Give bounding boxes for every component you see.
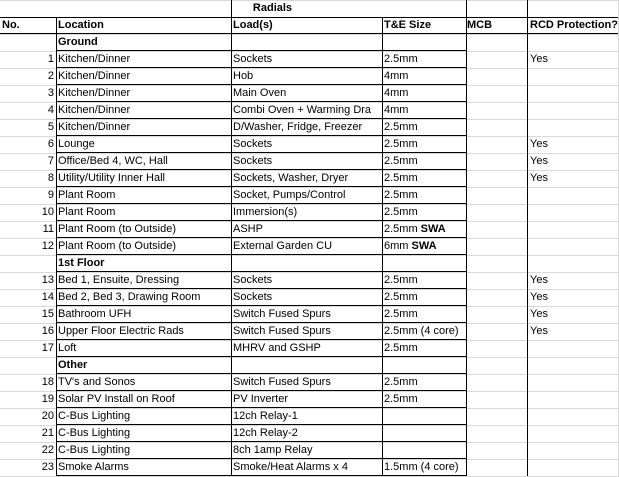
te-size-cell[interactable]	[382, 459, 465, 476]
rcd-cell[interactable]: Yes	[530, 155, 548, 167]
location-cell[interactable]: Kitchen/Dinner	[58, 87, 131, 99]
location-cell[interactable]: Plant Room (to Outside)	[58, 240, 176, 252]
te-size-cell[interactable]	[382, 153, 465, 170]
location-cell[interactable]: Upper Floor Electric Rads	[58, 325, 184, 337]
rcd-cell[interactable]	[528, 408, 619, 425]
load-cell[interactable]: Combi Oven + Warming Dra	[233, 104, 372, 116]
row-number[interactable]: 20	[41, 410, 54, 422]
load-cell[interactable]: Socket, Pumps/Control	[233, 189, 346, 201]
te-size-value: 2.5mm	[384, 342, 418, 354]
mcb-cell[interactable]	[465, 153, 528, 170]
row-border	[56, 271, 467, 272]
te-size-cell[interactable]	[382, 374, 465, 391]
row-border	[56, 339, 467, 340]
rcd-cell[interactable]	[528, 459, 619, 476]
row-border	[56, 356, 467, 357]
rcd-cell[interactable]: Yes	[530, 53, 548, 65]
te-size-value: 2.5mm (4 core)	[384, 325, 459, 337]
te-size-cell[interactable]	[382, 408, 465, 425]
mcb-cell[interactable]	[465, 425, 528, 442]
row-number[interactable]: 17	[41, 342, 54, 354]
load-cell[interactable]: MHRV and GSHP	[233, 342, 321, 354]
rcd-cell[interactable]: Yes	[530, 325, 548, 337]
row-number[interactable]: 1	[47, 53, 54, 65]
header-no[interactable]: No.	[2, 19, 20, 31]
te-size-value: 6mm	[384, 240, 409, 252]
row-number[interactable]: 9	[47, 189, 54, 201]
load-cell[interactable]: Sockets	[233, 155, 273, 167]
row-border	[56, 84, 467, 85]
header-te-size[interactable]: T&E Size	[384, 19, 432, 31]
load-cell[interactable]: Switch Fused Spurs	[233, 325, 331, 337]
load-cell[interactable]: Switch Fused Spurs	[233, 376, 331, 388]
row-border	[56, 441, 467, 442]
te-size-cell[interactable]	[382, 85, 465, 102]
location-cell[interactable]: Plant Room (to Outside)	[58, 223, 176, 235]
te-size-suffix: SWA	[408, 240, 437, 252]
te-size-value: 2.5mm	[384, 206, 418, 218]
load-cell[interactable]: Sockets	[233, 53, 273, 65]
te-size-cell[interactable]	[382, 340, 465, 357]
mcb-cell[interactable]	[465, 340, 528, 357]
mcb-cell[interactable]	[465, 374, 528, 391]
rcd-cell[interactable]: Yes	[530, 291, 548, 303]
location-cell[interactable]: Utility/Utility Inner Hall	[58, 172, 165, 184]
sheet-title: Radials	[252, 2, 293, 14]
load-cell[interactable]: 12ch Relay-1	[233, 410, 298, 422]
location-cell[interactable]: C-Bus Lighting	[58, 410, 131, 422]
te-size-cell[interactable]	[382, 187, 465, 204]
row-border	[56, 322, 467, 323]
location-cell[interactable]: Bed 1, Ensuite, Dressing	[58, 274, 180, 286]
mcb-cell[interactable]	[465, 85, 528, 102]
rcd-cell[interactable]	[528, 425, 619, 442]
te-size-cell[interactable]	[382, 51, 465, 68]
load-cell[interactable]: Smoke/Heat Alarms x 4	[233, 461, 348, 473]
row-border	[56, 305, 467, 306]
mcb-cell[interactable]	[465, 119, 528, 136]
row-number[interactable]: 13	[41, 274, 54, 286]
load-cell[interactable]: Sockets, Washer, Dryer	[233, 172, 349, 184]
mcb-cell[interactable]	[465, 459, 528, 476]
row-border	[56, 135, 467, 136]
row-border	[56, 50, 467, 51]
load-cell[interactable]: Main Oven	[233, 87, 287, 99]
row-number[interactable]: 7	[47, 155, 54, 167]
te-size-cell[interactable]	[382, 221, 465, 238]
location-cell[interactable]: Bed 2, Bed 3, Drawing Room	[58, 291, 201, 303]
section-label[interactable]: 1st Floor	[58, 257, 105, 269]
te-size-value: 2.5mm	[384, 376, 418, 388]
row-border	[56, 203, 467, 204]
te-size-value: 2.5mm	[384, 189, 418, 201]
location-cell[interactable]: TV's and Sonos	[58, 376, 136, 388]
row-number[interactable]: 4	[47, 104, 54, 116]
row-border	[56, 288, 467, 289]
location-cell[interactable]: Kitchen/Dinner	[58, 53, 131, 65]
te-size-value: 2.5mm	[384, 155, 418, 167]
mcb-cell[interactable]	[465, 136, 528, 153]
header-rcd[interactable]: RCD Protection?	[530, 19, 618, 31]
mcb-cell[interactable]	[465, 51, 528, 68]
row-border	[56, 101, 467, 102]
load-cell[interactable]: 8ch 1amp Relay	[233, 444, 313, 456]
row-border	[56, 152, 467, 153]
rcd-cell[interactable]	[528, 340, 619, 357]
mcb-cell[interactable]	[465, 187, 528, 204]
row-border	[56, 254, 467, 255]
rcd-cell[interactable]	[528, 68, 619, 85]
rcd-cell[interactable]	[528, 374, 619, 391]
row-number[interactable]: 18	[41, 376, 54, 388]
te-size-cell[interactable]	[382, 68, 465, 85]
te-size-value: 2.5mm	[384, 274, 418, 286]
location-cell[interactable]: Kitchen/Dinner	[58, 121, 131, 133]
location-cell[interactable]: C-Bus Lighting	[58, 427, 131, 439]
location-cell[interactable]: Kitchen/Dinner	[58, 104, 131, 116]
rcd-cell[interactable]	[528, 442, 619, 459]
mcb-cell[interactable]	[465, 102, 528, 119]
mcb-cell[interactable]	[465, 238, 528, 255]
row-border	[56, 373, 467, 374]
te-size-value: 4mm	[384, 70, 409, 82]
rcd-cell[interactable]	[528, 102, 619, 119]
te-size-cell[interactable]	[382, 119, 465, 136]
header-loads[interactable]: Load(s)	[233, 19, 273, 31]
mcb-cell[interactable]	[465, 272, 528, 289]
location-cell[interactable]: C-Bus Lighting	[58, 444, 131, 456]
location-cell[interactable]: Lounge	[58, 138, 95, 150]
te-size-cell[interactable]	[382, 136, 465, 153]
te-size-value: 4mm	[384, 104, 409, 116]
te-size-value: 2.5mm	[384, 121, 418, 133]
row-border	[56, 118, 467, 119]
te-size-cell[interactable]	[382, 306, 465, 323]
rcd-cell[interactable]	[528, 187, 619, 204]
te-size-value: 2.5mm	[384, 223, 418, 235]
mcb-cell[interactable]	[465, 442, 528, 459]
load-cell[interactable]: Sockets	[233, 138, 273, 150]
rcd-cell[interactable]: Yes	[530, 274, 548, 286]
row-border	[56, 169, 467, 170]
row-border	[56, 237, 467, 238]
te-size-value: 2.5mm	[384, 291, 418, 303]
row-number[interactable]: 8	[47, 172, 54, 184]
te-size-value: 1.5mm (4 core)	[384, 461, 459, 473]
column-border	[56, 17, 57, 476]
row-number[interactable]: 21	[41, 427, 54, 439]
load-cell[interactable]: Immersion(s)	[233, 206, 298, 218]
row-number[interactable]: 11	[42, 223, 54, 235]
column-border	[527, 0, 528, 476]
row-border	[56, 67, 467, 68]
row-border	[56, 220, 467, 221]
mcb-cell[interactable]	[465, 323, 528, 340]
mcb-cell[interactable]	[465, 68, 528, 85]
column-border	[466, 0, 467, 476]
te-size-value: 2.5mm	[384, 172, 418, 184]
header-mcb[interactable]: MCB	[467, 19, 493, 31]
te-size-cell[interactable]	[382, 102, 465, 119]
load-cell[interactable]: Sockets	[233, 291, 273, 303]
column-border	[231, 0, 232, 476]
rcd-cell[interactable]: Yes	[530, 138, 548, 150]
load-cell[interactable]: D/Washer, Fridge, Freezer	[233, 121, 363, 133]
te-size-value: 2.5mm	[384, 308, 418, 320]
rcd-cell[interactable]	[528, 119, 619, 136]
row-number[interactable]: 5	[47, 121, 54, 133]
load-cell[interactable]: Sockets	[233, 274, 273, 286]
te-size-value: 4mm	[384, 87, 409, 99]
row-number[interactable]: 6	[47, 138, 54, 150]
location-cell[interactable]: Kitchen/Dinner	[58, 70, 131, 82]
te-size-cell[interactable]	[382, 204, 465, 221]
location-cell[interactable]: Bathroom UFH	[58, 308, 132, 320]
location-cell[interactable]: Plant Room	[58, 206, 116, 218]
row-number[interactable]: 3	[47, 87, 54, 99]
te-size-suffix: SWA	[417, 223, 446, 235]
te-size-cell[interactable]	[382, 272, 465, 289]
row-border	[56, 424, 467, 425]
load-cell[interactable]: 12ch Relay-2	[233, 427, 298, 439]
te-size-cell[interactable]	[382, 425, 465, 442]
rcd-cell[interactable]	[528, 85, 619, 102]
row-border	[56, 390, 467, 391]
row-number[interactable]: 10	[41, 206, 54, 218]
section-label[interactable]: Other	[58, 359, 88, 371]
mcb-cell[interactable]	[465, 204, 528, 221]
location-cell[interactable]: Plant Room	[58, 189, 116, 201]
te-size-value: 2.5mm	[384, 138, 418, 150]
rcd-cell[interactable]	[528, 238, 619, 255]
load-cell[interactable]: External Garden CU	[233, 240, 333, 252]
mcb-cell[interactable]	[465, 408, 528, 425]
te-size-value: 2.5mm	[384, 53, 418, 65]
load-cell[interactable]: Switch Fused Spurs	[233, 308, 331, 320]
mcb-cell[interactable]	[465, 170, 528, 187]
te-size-cell[interactable]	[382, 170, 465, 187]
rcd-cell[interactable]: Yes	[530, 172, 548, 184]
header-location[interactable]: Location	[58, 19, 104, 31]
row-number[interactable]: 19	[41, 393, 54, 405]
column-border	[382, 17, 383, 476]
row-number[interactable]: 14	[41, 291, 54, 303]
te-size-value: 2.5mm	[384, 393, 418, 405]
section-label[interactable]: Ground	[58, 36, 98, 48]
row-number[interactable]: 16	[41, 325, 54, 337]
row-border	[56, 475, 467, 476]
row-number[interactable]: 22	[41, 444, 54, 456]
row-border	[56, 458, 467, 459]
location-cell[interactable]: Office/Bed 4, WC, Hall	[58, 155, 168, 167]
row-number[interactable]: 12	[41, 240, 54, 252]
rcd-cell[interactable]	[528, 391, 619, 408]
te-size-cell[interactable]	[382, 391, 465, 408]
te-size-cell[interactable]	[382, 289, 465, 306]
rcd-cell[interactable]: Yes	[530, 308, 548, 320]
row-border	[56, 186, 467, 187]
te-size-cell[interactable]	[382, 323, 465, 340]
row-number[interactable]: 23	[41, 461, 54, 473]
load-cell[interactable]: ASHP	[233, 223, 263, 235]
rcd-cell[interactable]	[528, 221, 619, 238]
load-cell[interactable]: Hob	[233, 70, 254, 82]
location-cell[interactable]: Loft	[58, 342, 77, 354]
te-size-cell[interactable]	[382, 238, 465, 255]
load-cell[interactable]: PV Inverter	[233, 393, 289, 405]
mcb-cell[interactable]	[465, 221, 528, 238]
row-border	[56, 407, 467, 408]
te-size-cell[interactable]	[382, 442, 465, 459]
mcb-cell[interactable]	[465, 289, 528, 306]
row-number[interactable]: 15	[41, 308, 54, 320]
location-cell[interactable]: Solar PV Install on Roof	[58, 393, 175, 405]
mcb-cell[interactable]	[465, 306, 528, 323]
rcd-cell[interactable]	[528, 204, 619, 221]
row-number[interactable]: 2	[47, 70, 54, 82]
mcb-cell[interactable]	[465, 391, 528, 408]
location-cell[interactable]: Smoke Alarms	[58, 461, 129, 473]
